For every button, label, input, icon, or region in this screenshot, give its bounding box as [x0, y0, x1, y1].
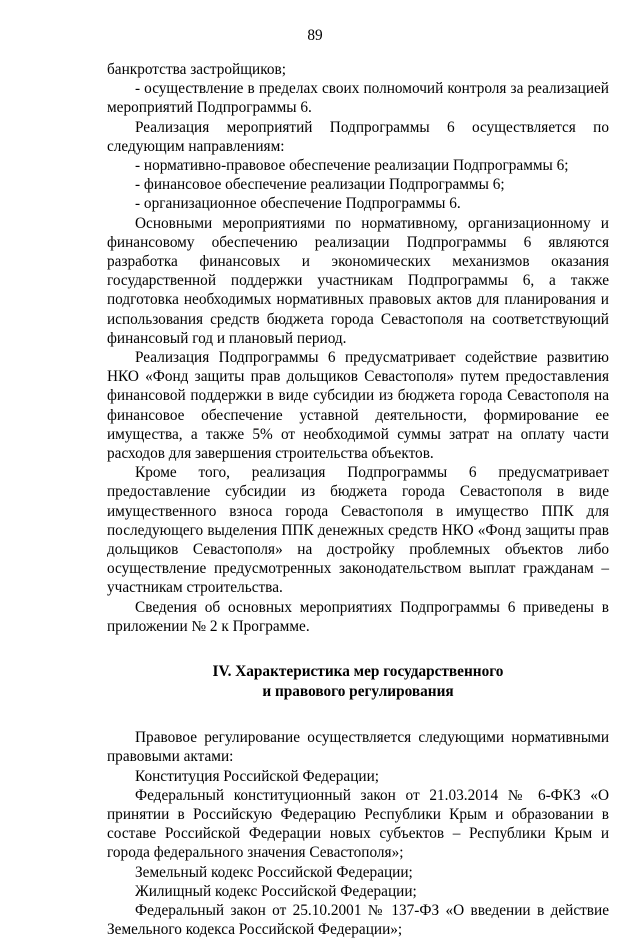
document-body — [107, 60, 609, 939]
paragraph: Реализация мероприятий Подпрограммы 6 осуществляется по следующим направлениям: — [107, 118, 609, 155]
paragraph: Кроме того, реализация Подпрограммы 6 предусматривает предоставление субсидии из бюджета города Севастополя в виде имущественного взноса города Севастополя в имущество ППК для последующего выделения ППК денежных средств НКО «Фонд защиты прав дольщиков Севастополя» на достройку проблемных объектов либо осуществление предусмотренных законодательством выплат гражданам – участникам строительства. — [107, 464, 609, 597]
list-item: Земельный кодекс Российской Федерации; — [135, 863, 413, 881]
section-heading-line2: и правового регулирования — [262, 683, 454, 701]
list-item: Конституция Российской Федерации; — [135, 767, 380, 785]
paragraph: Правовое регулирование осуществляется следующими нормативными правовыми актами: — [107, 729, 609, 766]
paragraph: банкротства застройщиков; — [107, 61, 286, 78]
list-item: Федеральный конституционный закон от 21.03.2014 № 6-ФКЗ «О принятии в Российскую Федерацию Республики Крым и образовании в составе Российской Федерации новых субъектов – Республики Крым и города федерального значения Севастополя»; — [107, 786, 609, 862]
list-item: Жилищный кодекс Российской Федерации; — [135, 882, 417, 900]
list-item: - нормативно-правовое обеспечение реализации Подпрограммы 6; — [135, 157, 569, 175]
paragraph: Сведения об основных мероприятиях Подпрограммы 6 приведены в приложении № 2 к Программе. — [107, 598, 609, 635]
section-heading-line1: IV. Характеристика мер государственного — [212, 663, 504, 681]
section-heading — [107, 662, 609, 702]
paragraph: - осуществление в пределах своих полномочий контроля за реализацией мероприятий Подпрограммы 6. — [107, 80, 609, 117]
list-item: - организационное обеспечение Подпрограммы 6. — [135, 195, 461, 213]
paragraph: Основными мероприятиями по нормативному, организационному и финансовому обеспечению реализации Подпрограммы 6 являются разработка финансовых и экономических механизмов оказания государственной поддержки участникам Подпрограммы 6, а также подготовка необходимых нормативных правовых актов для планирования и использования средств бюджета города Севастополя на соответствующий финансовый год и плановый период. — [107, 214, 609, 347]
page-number: 89 — [307, 27, 323, 44]
paragraph: Реализация Подпрограммы 6 предусматривает содействие развитию НКО «Фонд защиты прав дольщиков Севастополя» путем предоставления финансовой поддержки в виде субсидии из бюджета города Севастополя на финансовое обеспечение уставной деятельности, формирование ее имущества, а также 5% от необходимой суммы затрат на оплату части расходов для завершения строительства объектов. — [107, 349, 609, 463]
list-item: Федеральный закон от 25.10.2001 № 137-ФЗ «О введении в действие Земельного кодекса Российской Федерации»; — [107, 901, 609, 939]
list-item: - финансовое обеспечение реализации Подпрограммы 6; — [135, 176, 505, 194]
